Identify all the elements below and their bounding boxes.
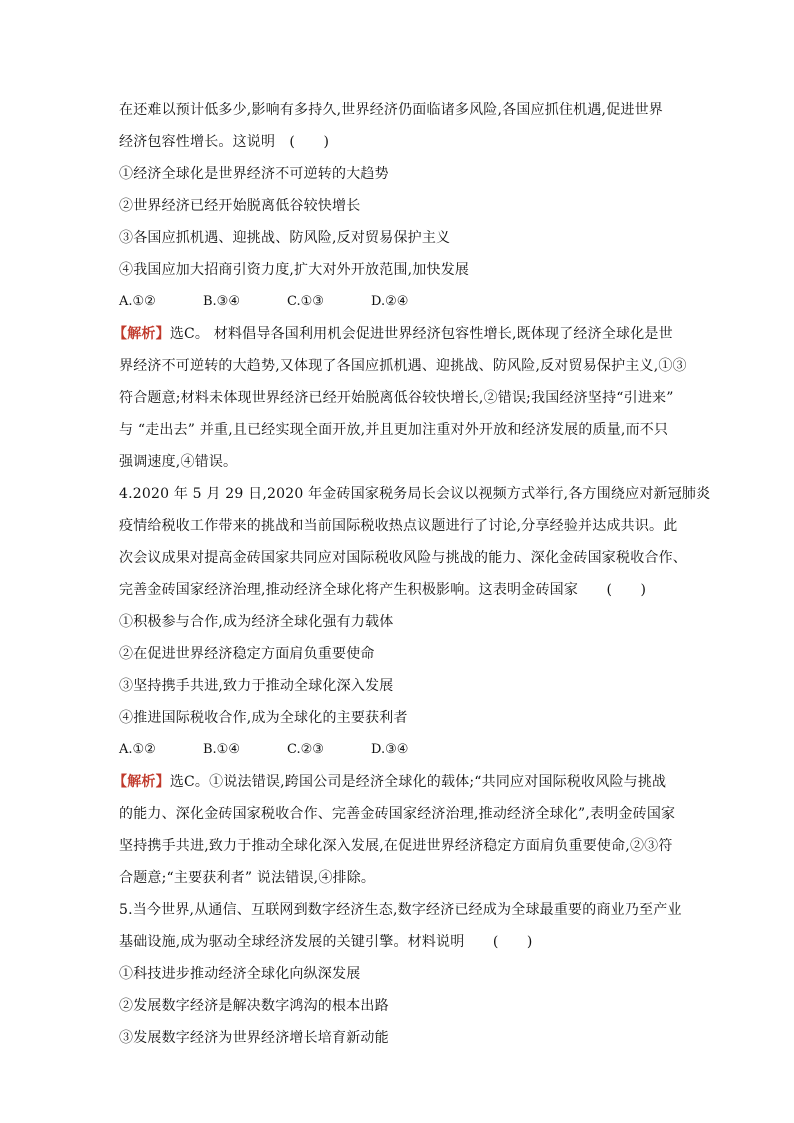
choice-2: ②世界经济已经开始脱离低谷较快增长 [119, 198, 361, 214]
choice-1: ①积极参与合作,成为经济全球化强有力载体 [119, 614, 394, 630]
choice-1: ①经济全球化是世界经济不可逆转的大趋势 [119, 166, 389, 182]
option-b: B.①④ [203, 742, 240, 757]
analysis-line [113, 772, 666, 792]
option-a: A.①② [119, 742, 156, 757]
q4-options [119, 740, 408, 760]
choice-2: ②发展数字经济是解决数字鸿沟的根本出路 [119, 998, 389, 1014]
option-c: C.②③ [287, 742, 324, 757]
option-a: A.①② [119, 294, 156, 309]
choice-4: ④我国应加大招商引资力度,扩大对外开放范围,加快发展 [119, 262, 470, 278]
choice-1: ①科技进步推动经济全球化向纵深发展 [119, 966, 361, 982]
question-line: 5.当今世界,从通信、互联网到数字经济生态,数字经济已经成为全球最重要的商业乃至产业 [119, 902, 682, 918]
option-c: C.①③ [287, 294, 324, 309]
q3-options [119, 292, 408, 312]
analysis-line [113, 324, 673, 344]
choice-4: ④推进国际税收合作,成为全球化的主要获利者 [119, 710, 408, 726]
option-b: B.③④ [203, 294, 240, 309]
choice-3: ③发展数字经济为世界经济增长培育新动能 [119, 1030, 389, 1046]
analysis-line: 符合题意;材料未体现世界经济已经开始脱离低谷较快增长,②错误;我国经济坚持“引进来” [119, 390, 674, 406]
choice-3: ③各国应抓机遇、迎挑战、防风险,反对贸易保护主义 [119, 230, 451, 246]
analysis-line: 界经济不可逆转的大趋势,又体现了各国应抓机遇、迎挑战、防风险,反对贸易保护主义,①③ [119, 358, 687, 374]
text-line: 在还难以预计低多少,影响有多持久,世界经济仍面临诸多风险,各国应抓住机遇,促进世界 [119, 102, 663, 118]
analysis-text: 选C。 材料倡导各国利用机会促进世界经济包容性增长,既体现了经济全球化是世 [169, 326, 673, 342]
analysis-line: 的能力、深化金砖国家税收合作、完善金砖国家经济治理,推动经济全球化”,表明金砖国家 [119, 806, 676, 822]
choice-2: ②在促进世界经济稳定方面肩负重要使命 [119, 646, 375, 662]
choice-3: ③坚持携手共进,致力于推动全球化深入发展 [119, 678, 394, 694]
analysis-line: 坚持携手共进,致力于推动全球化深入发展,在促进世界经济稳定方面肩负重要使命,②③符 [119, 838, 673, 854]
analysis-line: 与 “走出去” 并重,且已经实现全面开放,并且更加注重对外开放和经济发展的质量,而不只 [119, 422, 669, 438]
question-line: 疫情给税收工作带来的挑战和当前国际税收热点议题进行了讨论,分享经验并达成共识。此 [119, 518, 678, 534]
option-d: D.②④ [371, 294, 409, 309]
analysis-line: 合题意;“主要获利者” 说法错误,④排除。 [119, 870, 376, 886]
text-line: 经济包容性增长。这说明 ( ) [119, 134, 330, 150]
question-line: 次会议成果对提高金砖国家共同应对国际税收风险与挑战的能力、深化金砖国家税收合作、 [119, 550, 687, 566]
question-line: 完善金砖国家经济治理,推动经济全球化将产生积极影响。这表明金砖国家 ( ) [119, 582, 647, 598]
option-d: D.③④ [371, 742, 409, 757]
analysis-text: 选C。①说法错误,跨国公司是经济全球化的载体;“共同应对国际税收风险与挑战 [169, 774, 667, 790]
question-line: 基础设施,成为驱动全球经济发展的关键引擎。材料说明 ( ) [119, 934, 533, 950]
analysis-tag: 【解析】 [113, 326, 170, 342]
analysis-tag: 【解析】 [113, 774, 170, 790]
question-line: 4.2020 年 5 月 29 日,2020 年金砖国家税务局长会议以视频方式举行,各方围绕应对新冠肺炎 [119, 486, 711, 502]
analysis-line: 强调速度,④错误。 [119, 454, 238, 470]
